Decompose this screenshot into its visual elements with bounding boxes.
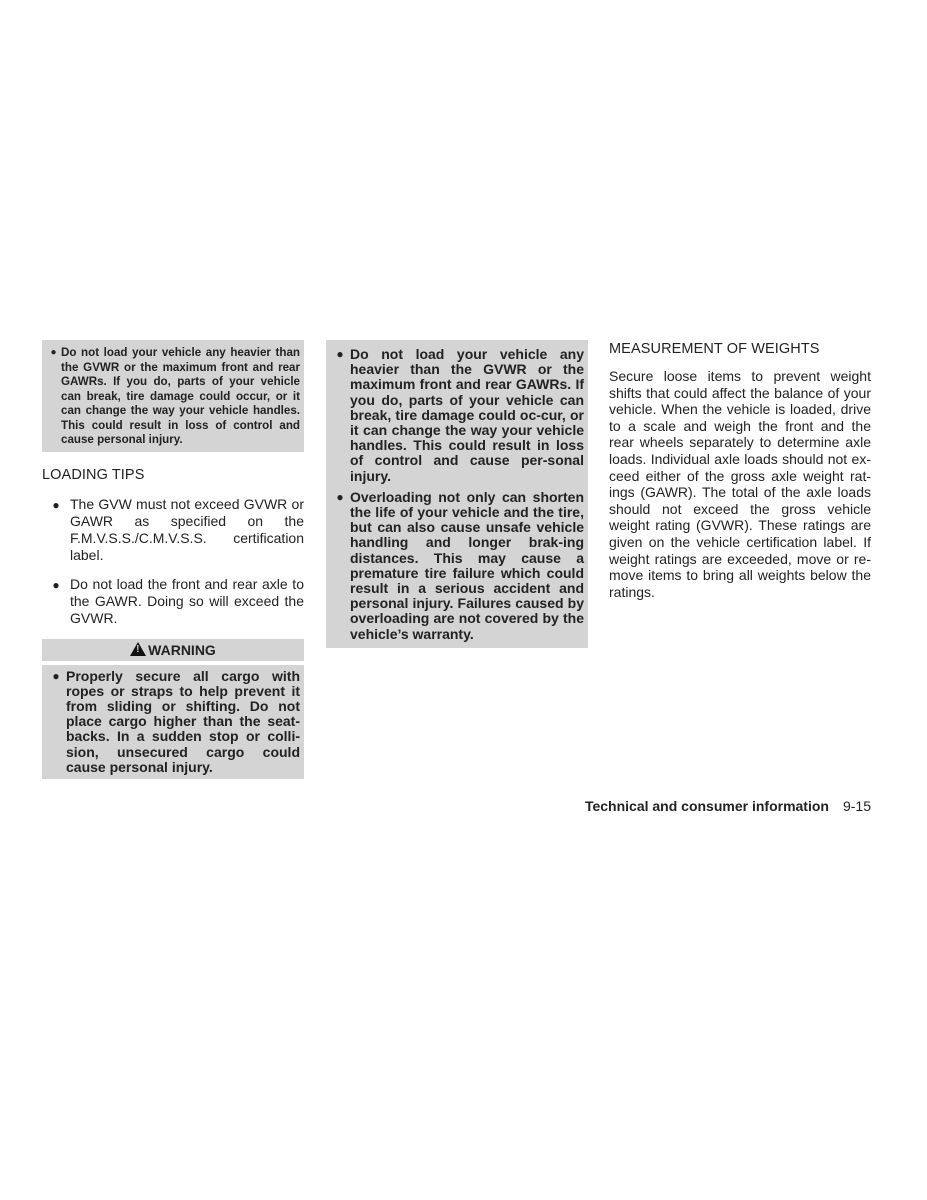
- caution-text: Do not load your vehicle any heavier than the GVWR or the maximum front and rear GAWRs. If you do, parts of your vehicle can break, tire damage could occur, or it can change the way your vehicle handles. This could result in loss of control and cause personal injury.: [61, 346, 300, 446]
- measurement-heading: MEASUREMENT OF WEIGHTS: [609, 341, 820, 357]
- warning-text: Overloading not only can shorten the life of your vehicle and the tire, but can also cause unsafe vehicle handling and longer brak-ing distances. This may cause a premature tire failure which could result in a serious accident and personal injury. Failures caused by overloading are not covered by the vehicle’s warranty.: [350, 488, 584, 642]
- warning-body: [42, 665, 304, 779]
- footer-section-title: Technical and consumer information: [584, 798, 829, 814]
- warning-label: WARNING: [148, 641, 216, 658]
- list-item: [46, 346, 300, 448]
- caution-box-top: [42, 340, 304, 452]
- measurement-paragraph: Secure loose items to prevent weight shifts that could affect the balance of your vehicle. When the vehicle is loaded, drive to a scale and weigh the front and the rear wheels separately to determine axle loads. Individual axle loads should not ex-ceed either of the gross axle weight rat-ings (GAWR). The total of the axle loads should not exceed the gross vehicle weight rating (GVWR). These ratings are given on the vehicle certification label. If weight ratings are exceeded, move or re-move items to bring all weights below the ratings.: [609, 368, 871, 600]
- bullet-icon: ●: [52, 668, 60, 683]
- loading-tips-heading: LOADING TIPS: [42, 466, 145, 483]
- middle-column: [326, 340, 588, 648]
- left-column: [42, 340, 304, 779]
- bullet-icon: ●: [50, 347, 57, 358]
- list-item: [46, 669, 300, 775]
- list-item: [330, 347, 584, 484]
- warning-text: Properly secure all cargo with ropes or straps to help prevent it from sliding or shifting. Do not place cargo higher than the seat-backs. In a sudden stop or colli-sion, unsecured cargo could cause personal injury.: [66, 667, 300, 775]
- list-item: [42, 576, 304, 627]
- page-number: 9-15: [842, 798, 871, 814]
- bullet-icon: ●: [336, 347, 344, 361]
- warning-header: [42, 639, 304, 661]
- tip-text: The GVW must not exceed GVWR or GAWR as specified on the F.M.V.S.S./C.M.V.S.S. certification label.: [70, 495, 304, 563]
- warning-block: [42, 639, 304, 779]
- warning-continued-box: [326, 340, 588, 648]
- right-column: [609, 340, 871, 614]
- bullet-icon: ●: [52, 497, 60, 512]
- tip-text: Do not load the front and rear axle to the GAWR. Doing so will exceed the GVWR.: [70, 575, 304, 626]
- bullet-icon: ●: [52, 577, 60, 592]
- warning-triangle-icon: [130, 642, 146, 656]
- loading-tips-list: [42, 496, 304, 627]
- warning-text: Do not load your vehicle any heavier than the GVWR or the maximum front and rear GAWRs. If you do, parts of your vehicle can break, tire damage could oc-cur, or it can change the way your vehicle handles. This could result in loss of control and cause per-sonal injury.: [350, 346, 584, 484]
- page-footer: [585, 798, 871, 814]
- list-item: [330, 490, 584, 642]
- list-item: [42, 496, 304, 564]
- bullet-icon: ●: [336, 489, 344, 504]
